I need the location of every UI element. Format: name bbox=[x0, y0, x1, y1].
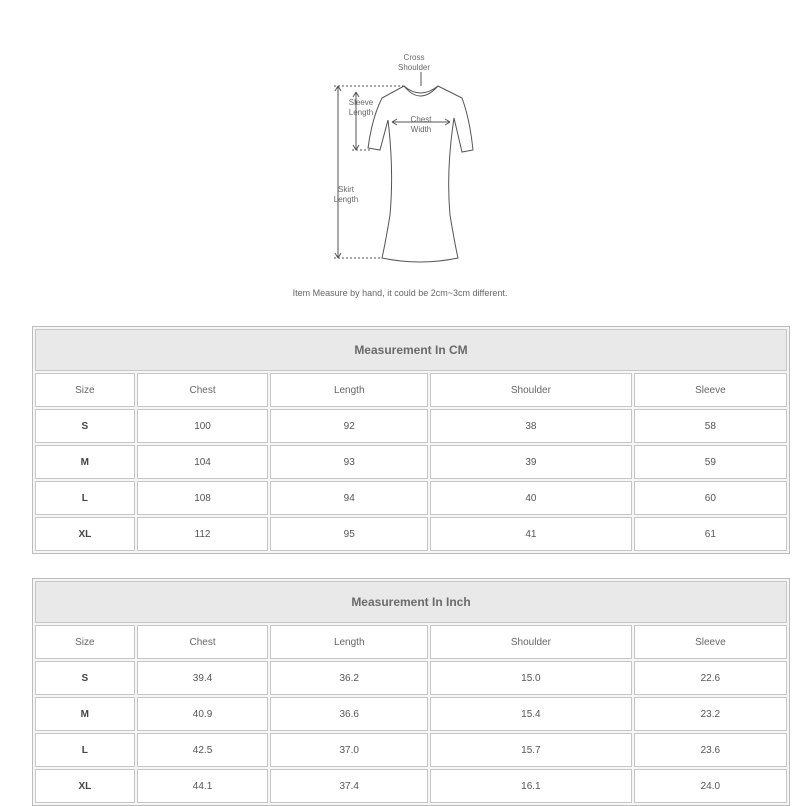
inch-table-title: Measurement In Inch bbox=[35, 581, 787, 623]
shoulder-cell: 15.0 bbox=[430, 661, 632, 695]
shoulder-cell: 38 bbox=[430, 409, 632, 443]
table-row bbox=[35, 517, 787, 551]
sleeve-cell: 23.6 bbox=[634, 733, 787, 767]
chest-cell: 42.5 bbox=[137, 733, 269, 767]
size-diagram bbox=[0, 0, 800, 310]
inch-table bbox=[32, 578, 790, 806]
shoulder-cell: 15.7 bbox=[430, 733, 632, 767]
sleeve-cell: 58 bbox=[634, 409, 787, 443]
size-cell: L bbox=[35, 733, 135, 767]
chest-cell: 44.1 bbox=[137, 769, 269, 803]
length-cell: 37.4 bbox=[270, 769, 428, 803]
table-row bbox=[35, 733, 787, 767]
length-cell: 95 bbox=[270, 517, 428, 551]
shoulder-cell: 40 bbox=[430, 481, 632, 515]
chest-cell: 39.4 bbox=[137, 661, 269, 695]
length-cell: 36.6 bbox=[270, 697, 428, 731]
length-cell: 92 bbox=[270, 409, 428, 443]
column-header: Size bbox=[35, 625, 135, 659]
size-cell: M bbox=[35, 697, 135, 731]
chest-cell: 112 bbox=[137, 517, 269, 551]
cm-table bbox=[32, 326, 790, 554]
column-header: Sleeve bbox=[634, 373, 787, 407]
skirt-length-label: Skirt Length bbox=[333, 185, 359, 204]
table-row bbox=[35, 409, 787, 443]
chest-cell: 40.9 bbox=[137, 697, 269, 731]
column-header: Sleeve bbox=[634, 625, 787, 659]
dress-illustration bbox=[0, 0, 800, 310]
column-header: Size bbox=[35, 373, 135, 407]
column-header: Chest bbox=[137, 373, 269, 407]
size-cell: XL bbox=[35, 769, 135, 803]
column-header: Shoulder bbox=[430, 373, 632, 407]
measurement-note: Item Measure by hand, it could be 2cm~3cm different. bbox=[292, 288, 508, 298]
length-cell: 93 bbox=[270, 445, 428, 479]
shoulder-cell: 16.1 bbox=[430, 769, 632, 803]
shoulder-cell: 39 bbox=[430, 445, 632, 479]
shoulder-cell: 41 bbox=[430, 517, 632, 551]
table-row bbox=[35, 445, 787, 479]
column-header: Length bbox=[270, 373, 428, 407]
table-row bbox=[35, 769, 787, 803]
cm-table-title: Measurement In CM bbox=[35, 329, 787, 371]
table-row bbox=[35, 697, 787, 731]
table-row bbox=[35, 481, 787, 515]
length-cell: 37.0 bbox=[270, 733, 428, 767]
sleeve-cell: 59 bbox=[634, 445, 787, 479]
chest-cell: 100 bbox=[137, 409, 269, 443]
size-cell: S bbox=[35, 409, 135, 443]
size-cell: M bbox=[35, 445, 135, 479]
column-header: Chest bbox=[137, 625, 269, 659]
chest-width-label: Chest Width bbox=[410, 115, 432, 134]
size-cell: S bbox=[35, 661, 135, 695]
table-row bbox=[35, 661, 787, 695]
sleeve-cell: 61 bbox=[634, 517, 787, 551]
sleeve-cell: 23.2 bbox=[634, 697, 787, 731]
sleeve-cell: 24.0 bbox=[634, 769, 787, 803]
cross-shoulder-label: Cross Shoulder bbox=[397, 53, 431, 72]
chest-cell: 108 bbox=[137, 481, 269, 515]
sleeve-cell: 22.6 bbox=[634, 661, 787, 695]
shoulder-cell: 15.4 bbox=[430, 697, 632, 731]
sleeve-length-label: Sleeve Length bbox=[348, 98, 374, 117]
size-cell: L bbox=[35, 481, 135, 515]
dress-outline bbox=[368, 86, 473, 262]
length-cell: 36.2 bbox=[270, 661, 428, 695]
column-header: Shoulder bbox=[430, 625, 632, 659]
chest-cell: 104 bbox=[137, 445, 269, 479]
length-cell: 94 bbox=[270, 481, 428, 515]
sleeve-cell: 60 bbox=[634, 481, 787, 515]
column-header: Length bbox=[270, 625, 428, 659]
size-cell: XL bbox=[35, 517, 135, 551]
